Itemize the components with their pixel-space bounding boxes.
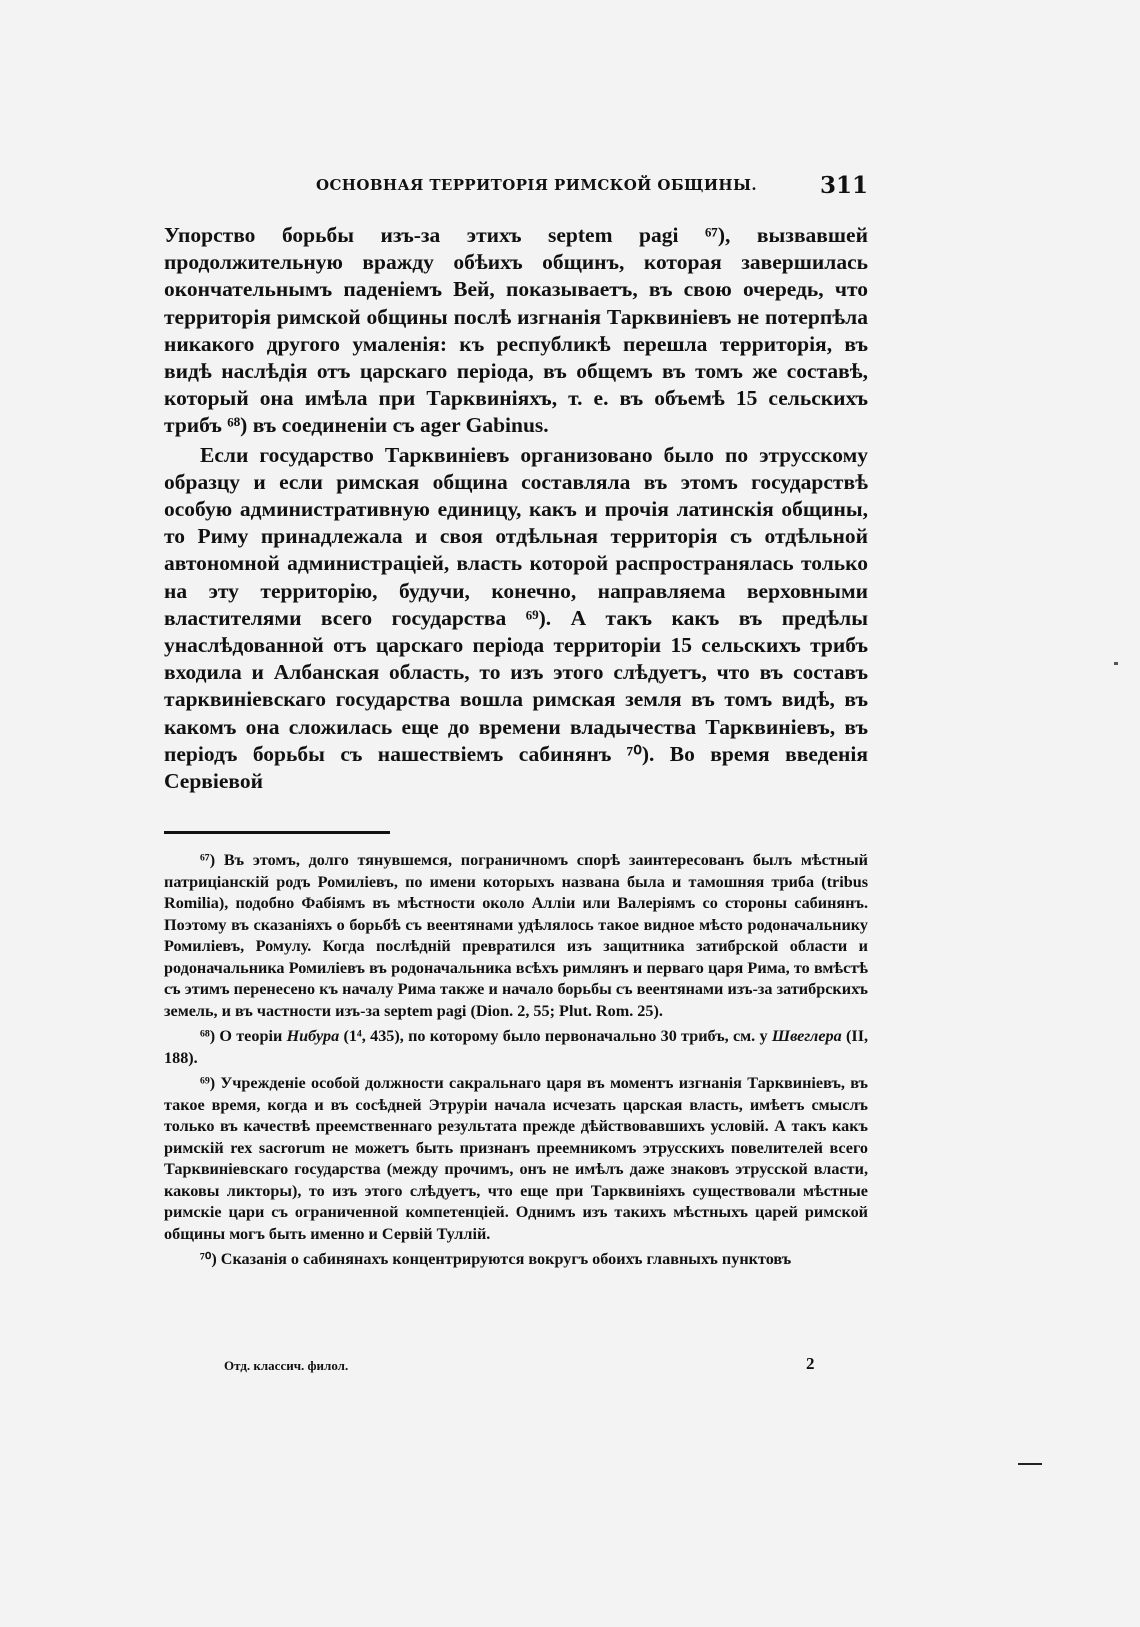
footnote-text: Сказанія о сабинянахъ концентрируются вокругъ обоихъ главныхъ пунктовъ xyxy=(220,1250,792,1268)
footnote-marker: ⁷⁰) xyxy=(200,1250,217,1268)
paragraph: Упорство борьбы изъ-за этихъ septem pagi ⁶⁷), вызвавшей продолжительную вражду обѣихъ общинъ, которая завершилась окончательнымъ паденіемъ Вей, показываетъ, въ свою очередь, что территорія римской общины послѣ изгнанія Тарквиніевъ не потерпѣла никакого другого умаленія: къ республикѣ перешла территорія, въ видѣ наслѣдія отъ царскаго періода, въ общемъ въ томъ же составѣ, который она имѣла при Тарквиніяхъ, т. е. въ объемѣ 15 сельскихъ трибъ ⁶⁸) въ соединеніи съ ager Gabinus. xyxy=(164,223,868,438)
footnote-marker: ⁶⁹) xyxy=(200,1074,216,1092)
scan-edge-mark xyxy=(1114,662,1118,665)
footnote-text: О теоріи xyxy=(219,1027,283,1045)
footnote-marker: ⁶⁸) xyxy=(200,1027,216,1045)
footnote-marker: ⁶⁷) xyxy=(200,851,216,869)
running-header xyxy=(164,172,868,202)
footnote-67 xyxy=(164,850,868,1022)
footnote-68 xyxy=(164,1026,868,1069)
scan-edge-mark xyxy=(1018,1463,1042,1465)
signature-number: 2 xyxy=(806,1354,815,1373)
footnote-text: (II, 188). xyxy=(164,1027,869,1067)
main-text xyxy=(164,222,868,795)
author-name: Нибура xyxy=(286,1027,340,1045)
footnote-69 xyxy=(164,1073,868,1245)
footnote-70 xyxy=(164,1249,868,1271)
page-number: 311 xyxy=(819,172,868,199)
running-title: ОСНОВНАЯ ТЕРРИТОРІЯ РИМСКОЙ ОБЩИНЫ. xyxy=(316,176,758,194)
footnote-text: Въ этомъ, долго тянувшемся, пограничномъ спорѣ заинтересованъ былъ мѣстный патриціанскій родъ Ромиліевъ, по имени которыхъ названа была и тамошняя триба (tribus Romilia), подобно Фабіямъ въ мѣстности около Алліи или Валеріямъ со стороны сабинянъ. Поэтому въ сказаніяхъ о борьбѣ съ веентянами удѣлялось такое видное мѣсто родоначальнику Ромиліевъ, Ромулу. Когда послѣдній превратился изъ защитника затибрской области и родоначальника Ромиліевъ въ родоначальника всѣхъ римлянъ и перваго царя Рима, то вмѣстѣ съ этимъ перенесено къ началу Рима также и начало борьбы съ веентянами изъ-за затибрскихъ земель, и въ частности изъ-за septem pagi (Dion. 2, 55; Plut. Rom. 25). xyxy=(164,851,869,1020)
footnote-text: (1⁴, 435), по которому было первоначально 30 трибъ, см. у xyxy=(343,1027,768,1045)
footnote-divider xyxy=(164,831,390,834)
signature-label: Отд. классич. филол. xyxy=(224,1358,349,1373)
footnote-text: Учрежденіе особой должности сакральнаго царя въ моментъ изгнанія Тарквиніевъ, въ такое время, когда и въ сосѣдней Этруріи начала исчезать царская власть, имѣетъ смыслъ только въ качествѣ преемственнаго результата прежде дѣйствовавшихъ условій. А такъ какъ римскій rex sacrorum не можетъ быть признанъ преемникомъ этрусскихъ повелителей всего Тарквиніевскаго государства (между прочимъ, онъ не имѣлъ даже знаковъ этрусской власти, каковы ликторы), то изъ этого слѣдуетъ, что еще при Тарквиніяхъ существовали мѣстные римскіе цари съ ограниченной компетенціей. Однимъ изъ такихъ мѣстныхъ царей римской общины могъ быть именно и Сервій Туллій. xyxy=(164,1074,868,1243)
paragraph: Если государство Тарквиніевъ организовано было по этрусскому образцу и если римская община составляла въ этомъ государствѣ особую административную единицу, какъ и прочія латинскія общины, то Риму принадлежала и своя отдѣльная территорія съ отдѣльной автономной администраціей, власть которой распространялась только на эту территорію, будучи, конечно, направляема верховными властителями всего государства ⁶⁹). А такъ какъ въ предѣлы унаслѣдованной отъ царскаго періода территоріи 15 сельскихъ трибъ входила и Албанская область, то изъ этого слѣдуетъ, что въ составъ тарквиніевскаго государства вошла римская земля въ томъ видѣ, въ какомъ она сложилась еще до времени владычества Тарквиніевъ, въ періодъ борьбы съ нашествіемъ сабинянъ ⁷⁰). Во время введенія Сервіевой xyxy=(164,442,868,794)
author-name: Швеглера xyxy=(771,1027,842,1045)
footnotes xyxy=(164,850,868,1275)
